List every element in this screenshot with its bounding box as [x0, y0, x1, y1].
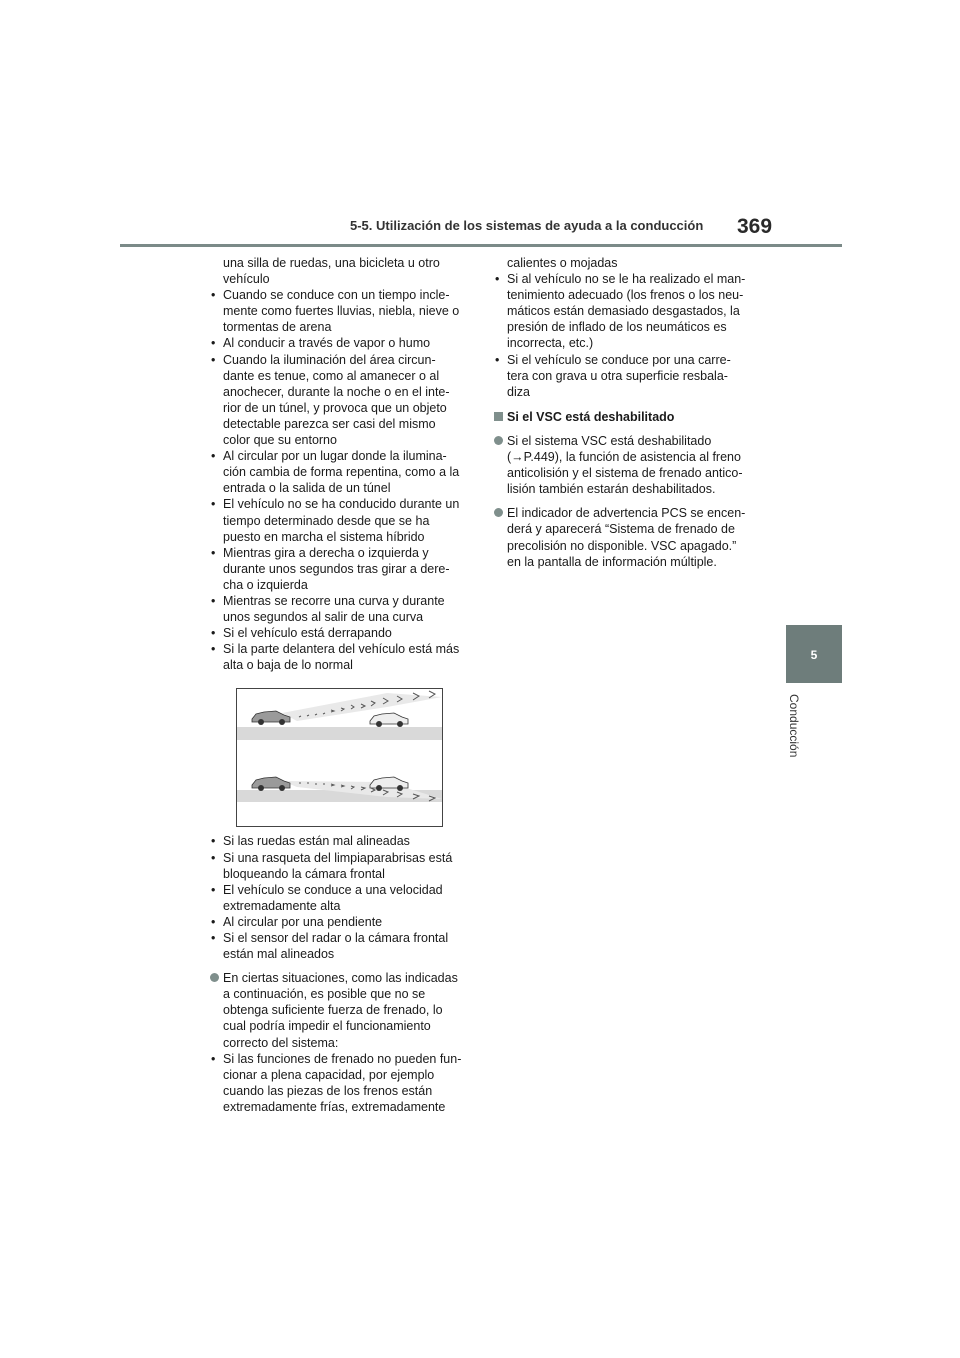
text-line: obtenga suficiente fuerza de frenado, lo — [223, 1003, 443, 1018]
chapter-number: 5 — [810, 648, 818, 662]
continued-text — [494, 255, 760, 271]
text-line: • Si una rasqueta del limpiaparabrisas está — [223, 850, 453, 865]
bullet-item — [210, 593, 472, 625]
text-line: • Cuando se conduce con un tiempo incle- — [223, 288, 450, 303]
text-line: bloqueando la cámara frontal — [223, 866, 385, 881]
bullet-item — [210, 1051, 472, 1115]
square-marker-icon — [494, 412, 503, 421]
text-line: • Mientras se recorre una curva y durante — [223, 593, 445, 608]
page-number: 369 — [737, 215, 773, 238]
text-line: precolisión no disponible. VSC apagado.” — [507, 538, 737, 553]
continued-text — [210, 255, 472, 287]
bullet-item — [210, 448, 472, 496]
text-line: • Si al vehículo no se le ha realizado el man- — [507, 272, 746, 287]
text-line: dante es tenue, como al amanecer o al — [223, 368, 440, 383]
bullet-item — [210, 287, 472, 335]
text-line: unos segundos al salir de una curva — [223, 610, 424, 625]
text-line: • Si el vehículo está derrapando — [223, 626, 392, 641]
section-heading-text: Si el VSC está deshabilitado — [507, 409, 675, 424]
circle-paragraph — [494, 505, 760, 569]
circle-paragraph-text — [507, 433, 760, 497]
text-line: cual podría impedir el funcionamiento — [223, 1019, 431, 1034]
text-line: vehículo — [223, 272, 270, 287]
right-column — [494, 255, 760, 570]
text-line: máticos están demasiado desgastados, la — [507, 304, 740, 319]
continuation — [494, 255, 760, 271]
text-line: están mal alineados — [223, 947, 335, 962]
text-line: • El vehículo no se ha conducido durante un — [223, 497, 460, 512]
text-line: En ciertas situaciones, como las indicadas — [223, 971, 458, 986]
text-line: presión de inflado de los neumáticos es — [507, 320, 727, 335]
text-line: extremadamente frías, extremadamente — [223, 1099, 446, 1114]
circle-paragraphs — [494, 433, 760, 570]
text-line: anticolisión y el sistema de frenado antico- — [507, 466, 743, 481]
circle-paragraph — [494, 433, 760, 497]
sensor-illustration — [236, 688, 443, 827]
text-line: • Al circular por una pendiente — [223, 914, 383, 929]
chapter-label-wrap — [785, 694, 803, 774]
text-line: durante unos segundos tras girar a dere- — [223, 561, 450, 576]
text-line: • Si las funciones de frenado no pueden fun- — [223, 1051, 462, 1066]
text-line: • El vehículo se conduce a una velocidad — [223, 882, 443, 897]
text-line: (→P.449), la función de asistencia al freno — [507, 450, 741, 465]
bullet-item — [210, 914, 472, 930]
chapter-tab — [786, 625, 842, 683]
text-line: • Si el sensor del radar o la cámara frontal — [223, 931, 449, 945]
text-line: extremadamente alta — [223, 898, 341, 913]
text-line: puesto en marcha el sistema híbrido — [223, 529, 425, 544]
text-line: cuando las piezas de los frenos están — [223, 1083, 433, 1098]
radar-misalignment-diagram — [237, 689, 442, 826]
text-line: • Al circular por un lugar donde la ilumina- — [223, 449, 447, 464]
text-line: en la pantalla de información múltiple. — [507, 554, 717, 569]
circle-marker-icon — [210, 973, 219, 982]
circle-marker-icon — [494, 436, 503, 445]
text-line: a continuación, es posible que no se — [223, 987, 426, 1002]
text-line: una silla de ruedas, una bicicleta u otro — [223, 256, 440, 270]
bullet-item — [210, 850, 472, 882]
text-line: anochecer, durante la noche o en el inte- — [223, 384, 450, 399]
circle-paragraph — [210, 970, 472, 1050]
text-line: entrada o la salida de un túnel — [223, 481, 391, 496]
section-title: 5-5. Utilización de los sistemas de ayuda a la conducción — [350, 218, 704, 233]
text-line: derá y aparecerá “Sistema de frenado de — [507, 522, 735, 537]
text-line: calientes o mojadas — [507, 256, 618, 270]
circle-marker-icon — [494, 508, 503, 517]
bullet-list-bottom — [210, 1051, 472, 1115]
circle-paragraph-text — [223, 970, 472, 1050]
text-line: alta o baja de lo normal — [223, 658, 353, 673]
bullet-item — [494, 352, 760, 400]
bullet-list — [494, 271, 760, 400]
text-line: tiempo determinado desde que se ha — [223, 513, 430, 528]
bullet-item — [210, 352, 472, 449]
text-line: El indicador de advertencia PCS se encen- — [507, 506, 746, 521]
text-line: • Si la parte delantera del vehículo está más — [223, 642, 460, 657]
continuation — [210, 255, 472, 287]
text-line: ción cambia de forma repentina, como a la — [223, 465, 460, 480]
bullet-item — [210, 496, 472, 544]
text-line: diza — [507, 384, 530, 399]
text-line: mente como fuertes lluvias, niebla, nieve o — [223, 304, 460, 319]
text-line: cha o izquierda — [223, 577, 308, 592]
header-divider — [120, 244, 842, 247]
car-ahead-icon — [370, 713, 408, 727]
car-icon — [252, 777, 290, 791]
text-line: tormentas de arena — [223, 320, 332, 335]
chapter-label: Conducción — [787, 694, 801, 758]
bullet-list-top — [210, 287, 472, 673]
section-heading — [494, 409, 760, 425]
text-line: incorrecta, etc.) — [507, 336, 594, 351]
bullet-item — [210, 335, 472, 351]
bullet-item — [210, 641, 472, 673]
text-line: • Si el vehículo se conduce por una carre- — [507, 352, 731, 367]
bullet-item — [210, 545, 472, 593]
text-line: tenimiento adecuado (los frenos o los neu- — [507, 288, 744, 303]
bullet-item — [210, 930, 472, 962]
text-line: tera con grava u otra superficie resbala- — [507, 368, 728, 383]
text-line: • Si las ruedas están mal alineadas — [223, 834, 410, 849]
text-line: color que su entorno — [223, 433, 337, 448]
text-line: • Cuando la iluminación del área circun- — [223, 352, 436, 367]
bullet-item — [210, 833, 472, 849]
text-line: • Al conducir a través de vapor o humo — [223, 336, 431, 351]
bullet-item — [210, 882, 472, 914]
left-column — [210, 255, 472, 1115]
text-line: • Mientras gira a derecha o izquierda y — [223, 545, 429, 560]
road-top — [237, 727, 442, 740]
text-line: detectable parezca ser casi del mismo — [223, 416, 436, 431]
text-line: rior de un túnel, y provoca que un objeto — [223, 400, 447, 415]
bullet-item — [494, 271, 760, 351]
circle-paragraph-text — [507, 505, 760, 569]
bullet-item — [210, 625, 472, 641]
bullet-list-after-figure — [210, 833, 472, 962]
text-line: lisión también estarán deshabilitados. — [507, 482, 716, 497]
text-line: correcto del sistema: — [223, 1035, 339, 1050]
text-line: cionar a plena capacidad, por ejemplo — [223, 1067, 435, 1082]
text-line: Si el sistema VSC está deshabilitado — [507, 433, 712, 448]
